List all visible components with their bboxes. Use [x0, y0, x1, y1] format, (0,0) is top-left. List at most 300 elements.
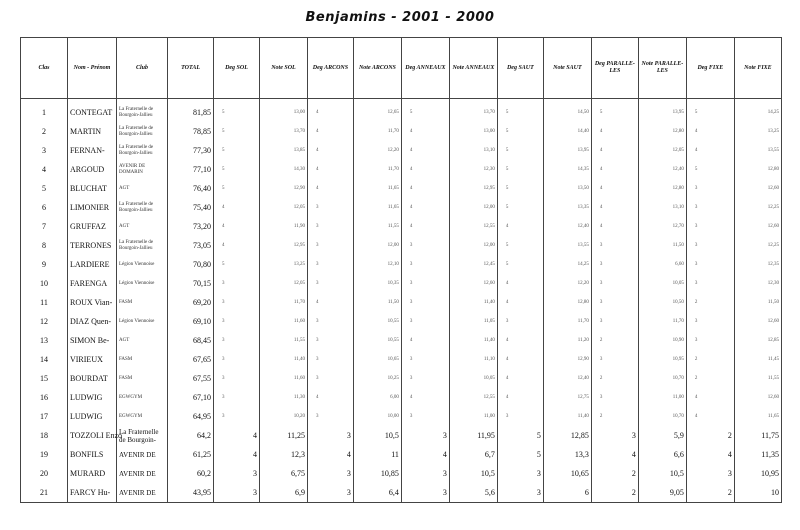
note-saut-cell: 12,20	[543, 274, 591, 293]
rank-cell: 9	[21, 255, 68, 274]
name-cell: BOURDAT	[67, 369, 116, 388]
note-fixe-cell: 12,60	[734, 179, 781, 198]
note-paralleles-cell: 10,95	[638, 350, 686, 369]
table-row	[21, 312, 782, 331]
column-header: Note FIXE	[734, 38, 781, 99]
table-row	[21, 369, 782, 388]
deg-sol-cell: 5	[214, 122, 260, 141]
deg-arcons-cell: 4	[307, 103, 353, 122]
deg-anneaux-cell: 4	[401, 198, 449, 217]
note-fixe-cell: 10,95	[734, 464, 781, 483]
column-header: Club	[117, 38, 168, 99]
table-row	[21, 141, 782, 160]
note-paralleles-cell: 11,70	[638, 312, 686, 331]
club-cell: La Fraternelle de Bourgoin-Jallieu	[117, 122, 168, 141]
club-cell: EGWGYM	[117, 407, 168, 426]
rank-cell: 13	[21, 331, 68, 350]
club-cell: Légion Viennoise	[117, 312, 168, 331]
deg-arcons-cell: 3	[307, 483, 353, 503]
table-row	[21, 160, 782, 179]
deg-sol-cell: 3	[214, 483, 260, 503]
note-sol-cell: 11,90	[259, 217, 307, 236]
note-saut-cell: 13,35	[543, 198, 591, 217]
note-anneaux-cell: 13,70	[449, 103, 497, 122]
note-fixe-cell: 11,65	[734, 407, 781, 426]
club-cell: FASM	[117, 350, 168, 369]
column-header: Note ARCONS	[353, 38, 401, 99]
note-saut-cell: 13,55	[543, 236, 591, 255]
deg-arcons-cell: 4	[307, 293, 353, 312]
table-row	[21, 103, 782, 122]
note-arcons-cell: 12,00	[353, 236, 401, 255]
rank-cell: 15	[21, 369, 68, 388]
deg-fixe-cell: 2	[686, 350, 734, 369]
deg-anneaux-cell: 4	[401, 217, 449, 236]
deg-paralleles-cell: 4	[591, 122, 638, 141]
total-cell: 73,20	[168, 217, 214, 236]
rank-cell: 12	[21, 312, 68, 331]
note-fixe-cell: 11,35	[734, 445, 781, 464]
note-saut-cell: 11,20	[543, 331, 591, 350]
note-anneaux-cell: 12,00	[449, 236, 497, 255]
deg-sol-cell: 3	[214, 388, 260, 407]
name-cell: FARCY Hu-	[67, 483, 116, 503]
note-arcons-cell: 10,5	[353, 426, 401, 445]
deg-saut-cell: 5	[497, 179, 543, 198]
note-sol-cell: 6,9	[259, 483, 307, 503]
column-header: Note SOL	[259, 38, 307, 99]
deg-sol-cell: 5	[214, 103, 260, 122]
deg-anneaux-cell: 4	[401, 122, 449, 141]
note-sol-cell: 11,25	[259, 426, 307, 445]
total-cell: 43,95	[168, 483, 214, 503]
deg-paralleles-cell: 3	[591, 350, 638, 369]
deg-anneaux-cell: 3	[401, 464, 449, 483]
deg-fixe-cell: 3	[686, 179, 734, 198]
deg-fixe-cell: 3	[686, 198, 734, 217]
note-arcons-cell: 10,35	[353, 274, 401, 293]
note-paralleles-cell: 12,05	[638, 141, 686, 160]
deg-arcons-cell: 3	[307, 350, 353, 369]
rank-cell: 18	[21, 426, 68, 445]
table-row	[21, 445, 782, 464]
note-fixe-cell: 12,25	[734, 236, 781, 255]
note-sol-cell: 13,25	[259, 255, 307, 274]
deg-anneaux-cell: 4	[401, 179, 449, 198]
note-arcons-cell: 12,20	[353, 141, 401, 160]
note-anneaux-cell: 12,00	[449, 198, 497, 217]
deg-arcons-cell: 3	[307, 369, 353, 388]
note-paralleles-cell: 10,50	[638, 293, 686, 312]
deg-fixe-cell: 3	[686, 255, 734, 274]
note-sol-cell: 14,30	[259, 160, 307, 179]
name-cell: DIAZ Quen-	[67, 312, 116, 331]
note-saut-cell: 13,50	[543, 179, 591, 198]
column-header: Note ANNEAUX	[449, 38, 497, 99]
note-paralleles-cell: 6,60	[638, 255, 686, 274]
deg-paralleles-cell: 2	[591, 369, 638, 388]
note-anneaux-cell: 11,10	[449, 350, 497, 369]
note-arcons-cell: 10,55	[353, 331, 401, 350]
total-cell: 69,10	[168, 312, 214, 331]
club-cell: AGT	[117, 331, 168, 350]
total-cell: 73,05	[168, 236, 214, 255]
note-anneaux-cell: 11,40	[449, 293, 497, 312]
club-cell: FASM	[117, 293, 168, 312]
note-anneaux-cell: 11,95	[449, 426, 497, 445]
note-paralleles-cell: 13,95	[638, 103, 686, 122]
note-sol-cell: 13,85	[259, 141, 307, 160]
deg-saut-cell: 4	[497, 274, 543, 293]
deg-saut-cell: 5	[497, 255, 543, 274]
deg-fixe-cell: 3	[686, 464, 734, 483]
deg-arcons-cell: 3	[307, 217, 353, 236]
note-saut-cell: 10,65	[543, 464, 591, 483]
note-saut-cell: 14,25	[543, 255, 591, 274]
deg-saut-cell: 4	[497, 350, 543, 369]
table-row	[21, 217, 782, 236]
note-paralleles-cell: 12,40	[638, 160, 686, 179]
total-cell: 61,25	[168, 445, 214, 464]
note-fixe-cell: 11,45	[734, 350, 781, 369]
note-arcons-cell: 12,10	[353, 255, 401, 274]
name-cell: SIMON Be-	[67, 331, 116, 350]
deg-saut-cell: 4	[497, 331, 543, 350]
table-row	[21, 236, 782, 255]
note-sol-cell: 6,75	[259, 464, 307, 483]
table-row	[21, 293, 782, 312]
deg-sol-cell: 4	[214, 445, 260, 464]
deg-arcons-cell: 3	[307, 236, 353, 255]
note-fixe-cell: 12,85	[734, 331, 781, 350]
note-saut-cell: 14,40	[543, 122, 591, 141]
note-fixe-cell: 11,55	[734, 369, 781, 388]
column-header: Nom - Prénom	[67, 38, 116, 99]
deg-saut-cell: 5	[497, 122, 543, 141]
club-cell: Légion Viennoise	[117, 255, 168, 274]
club-cell: AVENIR DE	[117, 445, 168, 464]
table-row	[21, 122, 782, 141]
deg-fixe-cell: 5	[686, 160, 734, 179]
deg-paralleles-cell: 3	[591, 388, 638, 407]
total-cell: 78,85	[168, 122, 214, 141]
table-row	[21, 255, 782, 274]
deg-saut-cell: 5	[497, 236, 543, 255]
note-arcons-cell: 11,55	[353, 217, 401, 236]
note-saut-cell: 14,35	[543, 160, 591, 179]
deg-anneaux-cell: 3	[401, 293, 449, 312]
rank-cell: 6	[21, 198, 68, 217]
column-header: Deg SAUT	[497, 38, 543, 99]
note-anneaux-cell: 12,55	[449, 388, 497, 407]
total-cell: 70,80	[168, 255, 214, 274]
rank-cell: 8	[21, 236, 68, 255]
total-cell: 76,40	[168, 179, 214, 198]
club-cell: AGT	[117, 179, 168, 198]
deg-anneaux-cell: 3	[401, 369, 449, 388]
deg-sol-cell: 3	[214, 293, 260, 312]
note-saut-cell: 13,95	[543, 141, 591, 160]
table-row	[21, 274, 782, 293]
deg-saut-cell: 3	[497, 312, 543, 331]
note-paralleles-cell: 6,6	[638, 445, 686, 464]
column-header: Deg PARALLE-LES	[591, 38, 638, 99]
deg-sol-cell: 5	[214, 160, 260, 179]
deg-anneaux-cell: 3	[401, 236, 449, 255]
deg-arcons-cell: 4	[307, 179, 353, 198]
deg-arcons-cell: 3	[307, 198, 353, 217]
table-body	[21, 99, 782, 503]
rank-cell: 10	[21, 274, 68, 293]
name-cell: BLUCHAT	[67, 179, 116, 198]
deg-fixe-cell: 2	[686, 483, 734, 503]
table-row	[21, 350, 782, 369]
note-sol-cell: 11,70	[259, 293, 307, 312]
deg-saut-cell: 4	[497, 293, 543, 312]
note-saut-cell: 12,40	[543, 217, 591, 236]
note-anneaux-cell: 12,95	[449, 179, 497, 198]
club-cell: Légion Viennoise	[117, 274, 168, 293]
note-fixe-cell: 13,25	[734, 122, 781, 141]
note-arcons-cell: 10,00	[353, 407, 401, 426]
note-saut-cell: 12,90	[543, 350, 591, 369]
deg-saut-cell: 5	[497, 160, 543, 179]
note-fixe-cell: 12,80	[734, 160, 781, 179]
deg-anneaux-cell: 3	[401, 483, 449, 503]
note-arcons-cell: 10,25	[353, 369, 401, 388]
note-saut-cell: 12,80	[543, 293, 591, 312]
deg-sol-cell: 3	[214, 407, 260, 426]
column-header: Deg SOL	[214, 38, 260, 99]
deg-arcons-cell: 3	[307, 407, 353, 426]
club-cell: AVENIR DE DOMARIN	[117, 160, 168, 179]
deg-fixe-cell: 4	[686, 445, 734, 464]
deg-paralleles-cell: 4	[591, 198, 638, 217]
note-paralleles-cell: 12,80	[638, 179, 686, 198]
deg-paralleles-cell: 3	[591, 255, 638, 274]
name-cell: LARDIERE	[67, 255, 116, 274]
deg-arcons-cell: 4	[307, 445, 353, 464]
deg-saut-cell: 5	[497, 198, 543, 217]
note-fixe-cell: 12,60	[734, 388, 781, 407]
rank-cell: 14	[21, 350, 68, 369]
deg-paralleles-cell: 4	[591, 217, 638, 236]
name-cell: TOZZOLI Enzo	[67, 426, 116, 445]
club-cell: FASM	[117, 369, 168, 388]
note-paralleles-cell: 5,9	[638, 426, 686, 445]
total-cell: 67,10	[168, 388, 214, 407]
note-arcons-cell: 12,65	[353, 103, 401, 122]
deg-arcons-cell: 4	[307, 141, 353, 160]
deg-paralleles-cell: 2	[591, 464, 638, 483]
column-header: Deg FIXE	[686, 38, 734, 99]
deg-arcons-cell: 3	[307, 312, 353, 331]
note-anneaux-cell: 12,45	[449, 255, 497, 274]
table-header-row	[21, 38, 782, 99]
note-paralleles-cell: 10,05	[638, 274, 686, 293]
deg-sol-cell: 5	[214, 141, 260, 160]
rank-cell: 1	[21, 103, 68, 122]
note-sol-cell: 13,70	[259, 122, 307, 141]
deg-paralleles-cell: 3	[591, 312, 638, 331]
note-saut-cell: 12,75	[543, 388, 591, 407]
note-anneaux-cell: 10,05	[449, 369, 497, 388]
note-arcons-cell: 11,70	[353, 160, 401, 179]
table-row	[21, 407, 782, 426]
note-saut-cell: 13,3	[543, 445, 591, 464]
deg-paralleles-cell: 2	[591, 331, 638, 350]
deg-anneaux-cell: 5	[401, 103, 449, 122]
note-sol-cell: 11,30	[259, 388, 307, 407]
total-cell: 77,30	[168, 141, 214, 160]
note-fixe-cell: 12,60	[734, 312, 781, 331]
deg-arcons-cell: 3	[307, 274, 353, 293]
club-cell: La Fraternelle de Bourgoin-Jallieu	[117, 236, 168, 255]
deg-arcons-cell: 4	[307, 160, 353, 179]
column-header: Note PARALLE-LES	[638, 38, 686, 99]
rank-cell: 7	[21, 217, 68, 236]
total-cell: 70,15	[168, 274, 214, 293]
table-row	[21, 483, 782, 503]
deg-arcons-cell: 3	[307, 464, 353, 483]
deg-fixe-cell: 2	[686, 369, 734, 388]
deg-saut-cell: 4	[497, 388, 543, 407]
note-paralleles-cell: 13,10	[638, 198, 686, 217]
deg-fixe-cell: 4	[686, 407, 734, 426]
note-anneaux-cell: 11,05	[449, 312, 497, 331]
name-cell: TERRONES	[67, 236, 116, 255]
deg-anneaux-cell: 3	[401, 255, 449, 274]
deg-sol-cell: 3	[214, 464, 260, 483]
name-cell: CONTEGAT	[67, 103, 116, 122]
total-cell: 69,20	[168, 293, 214, 312]
deg-fixe-cell: 3	[686, 236, 734, 255]
note-sol-cell: 11,60	[259, 369, 307, 388]
total-cell: 75,40	[168, 198, 214, 217]
deg-fixe-cell: 2	[686, 426, 734, 445]
table-row	[21, 198, 782, 217]
note-sol-cell: 11,40	[259, 350, 307, 369]
note-arcons-cell: 11,70	[353, 122, 401, 141]
total-cell: 67,55	[168, 369, 214, 388]
note-anneaux-cell: 12,55	[449, 217, 497, 236]
deg-paralleles-cell: 2	[591, 407, 638, 426]
note-fixe-cell: 10	[734, 483, 781, 503]
note-sol-cell: 12,3	[259, 445, 307, 464]
deg-sol-cell: 4	[214, 217, 260, 236]
note-paralleles-cell: 12,70	[638, 217, 686, 236]
deg-sol-cell: 3	[214, 369, 260, 388]
column-header: Clas	[21, 38, 68, 99]
deg-saut-cell: 5	[497, 445, 543, 464]
note-anneaux-cell: 11,40	[449, 331, 497, 350]
note-paralleles-cell: 11,00	[638, 388, 686, 407]
deg-paralleles-cell: 2	[591, 483, 638, 503]
table-row	[21, 464, 782, 483]
deg-saut-cell: 3	[497, 407, 543, 426]
note-fixe-cell: 13,55	[734, 141, 781, 160]
club-cell: La Fraternelle de Bourgoin-Jallieu	[117, 103, 168, 122]
name-cell: ROUX Vian-	[67, 293, 116, 312]
note-fixe-cell: 11,50	[734, 293, 781, 312]
total-cell: 68,45	[168, 331, 214, 350]
note-saut-cell: 14,50	[543, 103, 591, 122]
note-sol-cell: 12,95	[259, 236, 307, 255]
deg-saut-cell: 5	[497, 103, 543, 122]
deg-anneaux-cell: 4	[401, 141, 449, 160]
deg-saut-cell: 4	[497, 369, 543, 388]
deg-paralleles-cell: 4	[591, 141, 638, 160]
table-row	[21, 426, 782, 445]
deg-fixe-cell: 4	[686, 122, 734, 141]
deg-arcons-cell: 4	[307, 388, 353, 407]
note-sol-cell: 12,05	[259, 274, 307, 293]
deg-anneaux-cell: 4	[401, 445, 449, 464]
name-cell: ARGOUD	[67, 160, 116, 179]
note-sol-cell: 13,00	[259, 103, 307, 122]
club-cell: La Fraternelle de Bourgoin-Jallieu	[117, 198, 168, 217]
column-header: Note SAUT	[543, 38, 591, 99]
name-cell: LIMONIER	[67, 198, 116, 217]
note-arcons-cell: 11,65	[353, 179, 401, 198]
deg-sol-cell: 3	[214, 331, 260, 350]
deg-anneaux-cell: 4	[401, 331, 449, 350]
deg-sol-cell: 4	[214, 236, 260, 255]
deg-fixe-cell: 2	[686, 293, 734, 312]
deg-anneaux-cell: 3	[401, 426, 449, 445]
name-cell: FARENGA	[67, 274, 116, 293]
name-cell: MURARD	[67, 464, 116, 483]
name-cell: LUDWIG	[67, 407, 116, 426]
rank-cell: 21	[21, 483, 68, 503]
club-cell: AVENIR DE	[117, 464, 168, 483]
rank-cell: 11	[21, 293, 68, 312]
deg-anneaux-cell: 3	[401, 350, 449, 369]
note-arcons-cell: 11,65	[353, 198, 401, 217]
note-anneaux-cell: 5,6	[449, 483, 497, 503]
note-paralleles-cell: 10,70	[638, 407, 686, 426]
note-anneaux-cell: 6,7	[449, 445, 497, 464]
deg-fixe-cell: 3	[686, 331, 734, 350]
rank-cell: 16	[21, 388, 68, 407]
deg-paralleles-cell: 3	[591, 426, 638, 445]
rank-cell: 19	[21, 445, 68, 464]
note-saut-cell: 12,40	[543, 369, 591, 388]
note-arcons-cell: 6,4	[353, 483, 401, 503]
rank-cell: 20	[21, 464, 68, 483]
deg-paralleles-cell: 4	[591, 160, 638, 179]
rank-cell: 3	[21, 141, 68, 160]
total-cell: 60,2	[168, 464, 214, 483]
club-cell: AGT	[117, 217, 168, 236]
note-paralleles-cell: 10,90	[638, 331, 686, 350]
note-sol-cell: 12,90	[259, 179, 307, 198]
note-paralleles-cell: 10,5	[638, 464, 686, 483]
note-sol-cell: 12,05	[259, 198, 307, 217]
deg-sol-cell: 5	[214, 179, 260, 198]
column-header: Deg ANNEAUX	[401, 38, 449, 99]
note-fixe-cell: 14,25	[734, 103, 781, 122]
deg-anneaux-cell: 4	[401, 160, 449, 179]
deg-sol-cell: 3	[214, 274, 260, 293]
note-anneaux-cell: 10,5	[449, 464, 497, 483]
deg-paralleles-cell: 4	[591, 179, 638, 198]
deg-saut-cell: 5	[497, 426, 543, 445]
deg-sol-cell: 4	[214, 426, 260, 445]
note-arcons-cell: 10,55	[353, 312, 401, 331]
page-title: Benjamins - 2001 - 2000	[305, 10, 495, 25]
deg-sol-cell: 3	[214, 350, 260, 369]
